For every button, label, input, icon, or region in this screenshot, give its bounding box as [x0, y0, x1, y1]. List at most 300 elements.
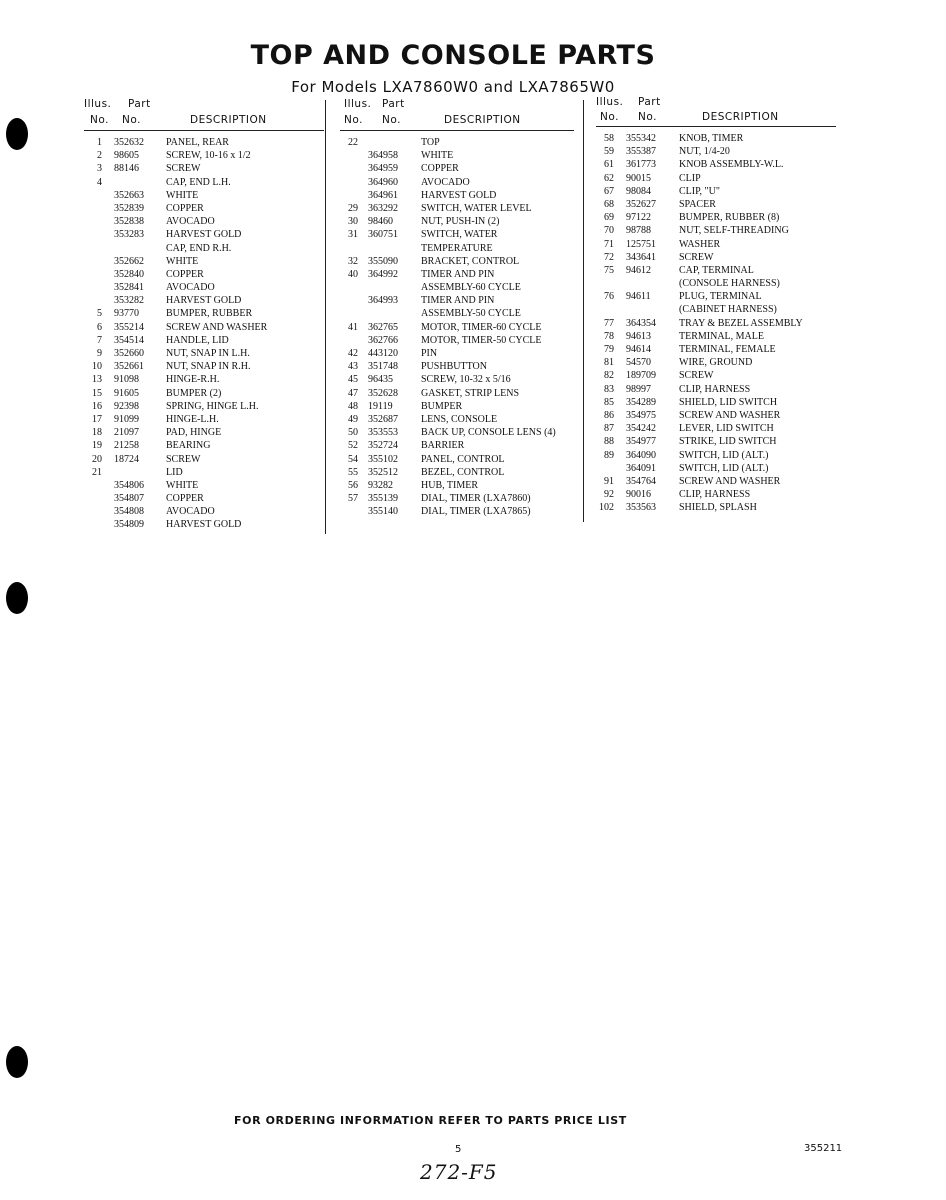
- illus-number: 2: [97, 150, 102, 162]
- part-description: HARVEST GOLD: [421, 189, 497, 201]
- part-description: PUSHBUTTON: [421, 361, 487, 373]
- part-number: 96435: [368, 374, 393, 386]
- parts-row: [340, 506, 578, 519]
- part-number: 54570: [626, 357, 651, 369]
- part-description: WHITE: [166, 255, 199, 267]
- part-number: 355090: [368, 255, 398, 267]
- part-description: TEMPERATURE: [421, 242, 493, 254]
- part-number: 94612: [626, 264, 651, 276]
- part-number: 98788: [626, 225, 651, 237]
- parts-row: [596, 489, 842, 502]
- parts-row: [84, 308, 324, 321]
- part-number: 353553: [368, 427, 398, 439]
- parts-row: [340, 137, 578, 150]
- page-title: TOP AND CONSOLE PARTS: [250, 40, 656, 71]
- part-number: 353283: [114, 229, 144, 241]
- part-number: 352840: [114, 268, 144, 280]
- part-description: HANDLE, LID: [166, 334, 229, 346]
- part-number: 364959: [368, 163, 398, 175]
- part-description: AVOCADO: [421, 176, 470, 188]
- parts-row: [596, 225, 842, 238]
- part-number: 354289: [626, 396, 656, 408]
- illus-number: 17: [92, 413, 102, 425]
- part-number: 352663: [114, 189, 144, 201]
- part-number: 91605: [114, 387, 139, 399]
- parts-row: [596, 291, 842, 304]
- part-description: KNOB, TIMER: [679, 133, 744, 144]
- part-header-bottom: No.: [638, 111, 657, 123]
- parts-row: [340, 150, 578, 163]
- part-number: 362766: [368, 334, 398, 346]
- part-number: 360751: [368, 229, 398, 241]
- part-description: GASKET, STRIP LENS: [421, 387, 520, 399]
- part-description: (CABINET HARNESS): [679, 304, 777, 316]
- illus-number: 52: [348, 440, 358, 452]
- parts-row: [596, 450, 842, 463]
- part-description: MOTOR, TIMER-50 CYCLE: [421, 334, 542, 346]
- part-number: 364960: [368, 176, 398, 188]
- ordering-info-footer: FOR ORDERING INFORMATION REFER TO PARTS PRICE LIST: [234, 1114, 627, 1127]
- part-number: 354806: [114, 479, 144, 491]
- parts-row: [596, 318, 842, 331]
- part-number: 364091: [626, 462, 656, 474]
- parts-row: [596, 239, 842, 252]
- part-number: 98084: [626, 185, 651, 197]
- parts-row: [340, 440, 578, 453]
- part-description: PAD, HINGE: [166, 427, 222, 439]
- parts-row: [340, 374, 578, 387]
- part-number: 363292: [368, 202, 398, 214]
- part-number: 94611: [626, 291, 651, 303]
- parts-row: [596, 370, 842, 383]
- illus-number: 72: [604, 251, 614, 263]
- part-number: 90015: [626, 172, 651, 184]
- part-description: NUT, 1/4-20: [679, 146, 730, 158]
- part-description: SCREW: [166, 453, 201, 465]
- illus-number: 19: [92, 440, 102, 452]
- illus-number: 18: [92, 427, 102, 439]
- parts-row: [596, 344, 842, 357]
- part-number: 125751: [626, 238, 656, 250]
- part-number: 21258: [114, 440, 139, 452]
- illus-number: 89: [604, 449, 614, 461]
- part-number: 355342: [626, 133, 656, 144]
- part-number: 352632: [114, 137, 144, 148]
- part-description: SCREW, 10-32 x 5/16: [421, 374, 511, 386]
- parts-list: [596, 127, 842, 515]
- column-header: [84, 96, 324, 131]
- illus-number: 71: [604, 238, 614, 250]
- illus-header-bottom: No.: [600, 111, 619, 123]
- description-header: DESCRIPTION: [444, 114, 521, 126]
- binder-hole-bottom: [6, 1046, 28, 1078]
- parts-row: [596, 463, 842, 476]
- part-description: SWITCH, WATER LEVEL: [421, 202, 532, 214]
- part-description: SCREW, 10-16 x 1/2: [166, 150, 251, 162]
- part-description: CLIP, HARNESS: [679, 383, 751, 395]
- part-number: 352661: [114, 361, 144, 373]
- part-description: BUMPER, RUBBER: [166, 308, 253, 320]
- part-number: 354977: [626, 436, 656, 448]
- illus-number: 59: [604, 146, 614, 158]
- part-description: COPPER: [166, 202, 204, 214]
- parts-row: [84, 137, 324, 150]
- illus-number: 40: [348, 268, 358, 280]
- part-description: BEARING: [166, 440, 211, 452]
- description-header: DESCRIPTION: [702, 111, 779, 123]
- parts-row: [596, 502, 842, 515]
- illus-number: 45: [348, 374, 358, 386]
- illus-number: 1: [97, 137, 102, 148]
- illus-number: 76: [604, 291, 614, 303]
- part-description: PLUG, TERMINAL: [679, 291, 762, 303]
- part-number: 354514: [114, 334, 144, 346]
- part-number: 352841: [114, 282, 144, 294]
- parts-row: [84, 216, 324, 229]
- part-description: HARVEST GOLD: [166, 229, 242, 241]
- part-description: (CONSOLE HARNESS): [679, 278, 780, 290]
- part-description: BRACKET, CONTROL: [421, 255, 520, 267]
- illus-number: 77: [604, 317, 614, 329]
- part-description: TRAY & BEZEL ASSEMBLY: [679, 317, 803, 329]
- part-number: 364958: [368, 150, 398, 162]
- illus-number: 29: [348, 202, 358, 214]
- part-number: 355140: [368, 506, 398, 518]
- parts-column-3: [596, 96, 842, 515]
- part-number: 98997: [626, 383, 651, 395]
- part-description: CAP, END L.H.: [166, 176, 231, 188]
- part-number: 352724: [368, 440, 398, 452]
- part-number: 91098: [114, 374, 139, 386]
- column-divider-2: [583, 100, 584, 522]
- parts-row: [596, 397, 842, 410]
- illus-number: 56: [348, 479, 358, 491]
- part-description: TERMINAL, MALE: [679, 330, 764, 342]
- part-header-top: Part: [638, 96, 661, 108]
- part-number: 354809: [114, 519, 144, 531]
- part-number: 92398: [114, 400, 139, 412]
- parts-row: [84, 229, 324, 242]
- illus-number: 102: [599, 502, 614, 514]
- illus-number: 21: [92, 466, 102, 478]
- parts-row: [340, 401, 578, 414]
- parts-row: [596, 159, 842, 172]
- part-description: TIMER AND PIN: [421, 268, 495, 280]
- part-description: AVOCADO: [166, 506, 215, 518]
- illus-number: 81: [604, 357, 614, 369]
- parts-column-2: [340, 96, 578, 519]
- part-description: CAP, END R.H.: [166, 242, 232, 254]
- part-number: 355387: [626, 146, 656, 158]
- illus-number: 47: [348, 387, 358, 399]
- parts-row: [340, 361, 578, 374]
- part-number: 21097: [114, 427, 139, 439]
- column-header: [596, 96, 836, 127]
- illus-header-bottom: No.: [344, 114, 363, 126]
- illus-number: 43: [348, 361, 358, 373]
- illus-number: 69: [604, 212, 614, 224]
- parts-row: [84, 480, 324, 493]
- illus-number: 32: [348, 255, 358, 267]
- description-header: DESCRIPTION: [190, 114, 267, 126]
- part-description: TOP: [421, 137, 440, 148]
- part-number: 352660: [114, 348, 144, 359]
- parts-row: [340, 427, 578, 440]
- parts-row: [340, 454, 578, 467]
- part-description: BARRIER: [421, 440, 465, 452]
- parts-row: [84, 467, 324, 480]
- part-description: SHIELD, LID SWITCH: [679, 396, 778, 408]
- illus-number: 61: [604, 159, 614, 171]
- illus-number: 31: [348, 229, 358, 241]
- part-number: 343641: [626, 251, 656, 263]
- parts-row: [84, 361, 324, 374]
- illus-header-top: Illus.: [596, 96, 624, 108]
- illus-number: 87: [604, 423, 614, 435]
- part-number: 93282: [368, 479, 393, 491]
- illus-number: 68: [604, 198, 614, 210]
- parts-row: [84, 348, 324, 361]
- parts-row: [596, 476, 842, 489]
- parts-row: [596, 252, 842, 265]
- parts-row: [340, 256, 578, 269]
- part-number: 94614: [626, 344, 651, 355]
- parts-row: [84, 427, 324, 440]
- parts-row: [340, 308, 578, 321]
- parts-row: [596, 133, 842, 146]
- parts-row: [340, 177, 578, 190]
- part-description: DIAL, TIMER (LXA7865): [421, 506, 531, 518]
- part-description: WIRE, GROUND: [679, 357, 753, 369]
- part-description: SWITCH, WATER: [421, 229, 498, 241]
- parts-row: [340, 322, 578, 335]
- part-description: AVOCADO: [166, 216, 215, 228]
- illus-number: 86: [604, 409, 614, 421]
- column-header: [340, 96, 574, 131]
- part-description: SCREW AND WASHER: [679, 475, 781, 487]
- illus-number: 30: [348, 216, 358, 228]
- illus-number: 62: [604, 172, 614, 184]
- part-number: 355214: [114, 321, 144, 333]
- part-description: HUB, TIMER: [421, 479, 479, 491]
- illus-number: 54: [348, 453, 358, 465]
- illus-number: 55: [348, 466, 358, 478]
- illus-number: 85: [604, 396, 614, 408]
- parts-row: [84, 243, 324, 256]
- part-description: SPACER: [679, 198, 716, 210]
- illus-number: 57: [348, 493, 358, 505]
- parts-row: [596, 410, 842, 423]
- part-description: SWITCH, LID (ALT.): [679, 462, 769, 474]
- part-description: NUT, PUSH-IN (2): [421, 216, 500, 228]
- part-number: 90016: [626, 489, 651, 501]
- part-description: HINGE-L.H.: [166, 413, 219, 425]
- part-description: PANEL, CONTROL: [421, 453, 505, 465]
- parts-row: [340, 480, 578, 493]
- part-description: BACK UP, CONSOLE LENS (4): [421, 427, 556, 439]
- document-number: 355211: [804, 1143, 843, 1154]
- part-number: 354807: [114, 493, 144, 505]
- part-description: COPPER: [421, 163, 459, 175]
- part-number: 189709: [626, 370, 656, 382]
- part-number: 352627: [626, 198, 656, 210]
- part-description: BUMPER (2): [166, 387, 222, 399]
- part-description: ASSEMBLY-50 CYCLE: [421, 308, 521, 320]
- parts-row: [340, 216, 578, 229]
- part-number: 88146: [114, 163, 139, 175]
- part-description: SCREW AND WASHER: [679, 409, 781, 421]
- illus-number: 5: [97, 308, 102, 320]
- parts-row: [340, 229, 578, 242]
- parts-row: [596, 357, 842, 370]
- binder-hole-middle: [6, 582, 28, 614]
- part-description: SHIELD, SPLASH: [679, 502, 757, 514]
- part-description: MOTOR, TIMER-60 CYCLE: [421, 321, 542, 333]
- parts-row: [596, 423, 842, 436]
- parts-row: [596, 186, 842, 199]
- parts-row: [340, 163, 578, 176]
- part-description: CLIP: [679, 172, 701, 184]
- parts-row: [84, 203, 324, 216]
- part-number: 354975: [626, 409, 656, 421]
- column-divider-1: [325, 100, 326, 534]
- part-description: CAP, TERMINAL: [679, 264, 754, 276]
- part-number: 443120: [368, 348, 398, 359]
- illus-number: 91: [604, 475, 614, 487]
- part-description: PANEL, REAR: [166, 137, 229, 148]
- part-description: ASSEMBLY-60 CYCLE: [421, 282, 521, 294]
- illus-number: 9: [97, 348, 102, 359]
- part-number: 94613: [626, 330, 651, 342]
- parts-row: [596, 265, 842, 278]
- part-description: HINGE-R.H.: [166, 374, 220, 386]
- parts-row: [84, 269, 324, 282]
- illus-number: 82: [604, 370, 614, 382]
- illus-number: 58: [604, 133, 614, 144]
- part-number: 98460: [368, 216, 393, 228]
- part-number: 354242: [626, 423, 656, 435]
- parts-row: [84, 374, 324, 387]
- parts-row: [84, 454, 324, 467]
- part-number: 352687: [368, 413, 398, 425]
- parts-list: [84, 131, 324, 533]
- part-header-top: Part: [128, 98, 151, 110]
- page-subtitle: For Models LXA7860W0 and LXA7865W0: [291, 78, 615, 96]
- illus-number: 78: [604, 330, 614, 342]
- part-header-top: Part: [382, 98, 405, 110]
- parts-row: [596, 304, 842, 317]
- illus-number: 75: [604, 264, 614, 276]
- parts-row: [340, 467, 578, 480]
- page-number: 5: [455, 1144, 462, 1155]
- part-number: 364961: [368, 189, 398, 201]
- parts-row: [596, 384, 842, 397]
- illus-number: 70: [604, 225, 614, 237]
- parts-row: [340, 203, 578, 216]
- part-header-bottom: No.: [382, 114, 401, 126]
- illus-number: 49: [348, 413, 358, 425]
- binder-hole-top: [6, 118, 28, 150]
- parts-row: [84, 493, 324, 506]
- part-description: STRIKE, LID SWITCH: [679, 436, 777, 448]
- part-number: 355102: [368, 453, 398, 465]
- parts-row: [84, 388, 324, 401]
- part-description: NUT, SNAP IN L.H.: [166, 348, 250, 359]
- part-number: 364993: [368, 295, 398, 307]
- part-number: 98605: [114, 150, 139, 162]
- part-description: SCREW AND WASHER: [166, 321, 268, 333]
- parts-row: [596, 278, 842, 291]
- parts-row: [340, 493, 578, 506]
- parts-row: [84, 190, 324, 203]
- parts-row: [340, 282, 578, 295]
- part-number: 352512: [368, 466, 398, 478]
- parts-row: [84, 282, 324, 295]
- parts-row: [340, 243, 578, 256]
- part-number: 364354: [626, 317, 656, 329]
- part-description: WASHER: [679, 238, 721, 250]
- part-number: 362765: [368, 321, 398, 333]
- parts-row: [84, 506, 324, 519]
- parts-row: [596, 146, 842, 159]
- part-number: 364090: [626, 449, 656, 461]
- illus-number: 22: [348, 137, 358, 148]
- illus-number: 13: [92, 374, 102, 386]
- part-description: SCREW: [166, 163, 201, 175]
- parts-column-1: [84, 96, 324, 533]
- illus-number: 6: [97, 321, 102, 333]
- part-description: HARVEST GOLD: [166, 295, 242, 307]
- part-number: 354764: [626, 475, 656, 487]
- illus-number: 20: [92, 453, 102, 465]
- parts-row: [84, 163, 324, 176]
- illus-number: 50: [348, 427, 358, 439]
- part-number: 351748: [368, 361, 398, 373]
- illus-number: 41: [348, 321, 358, 333]
- parts-row: [340, 335, 578, 348]
- part-description: SCREW: [679, 251, 714, 263]
- parts-row: [596, 212, 842, 225]
- illus-header-bottom: No.: [90, 114, 109, 126]
- part-description: BUMPER, RUBBER (8): [679, 212, 780, 224]
- parts-row: [84, 177, 324, 190]
- part-description: LID: [166, 466, 183, 478]
- illus-header-top: Illus.: [84, 98, 112, 110]
- part-description: WHITE: [421, 150, 454, 162]
- handwritten-note: 272-F5: [420, 1160, 498, 1184]
- parts-row: [84, 519, 324, 532]
- part-description: CLIP, "U": [679, 185, 720, 197]
- part-description: LENS, CONSOLE: [421, 413, 498, 425]
- parts-row: [340, 190, 578, 203]
- illus-number: 67: [604, 185, 614, 197]
- part-number: 353282: [114, 295, 144, 307]
- parts-row: [84, 414, 324, 427]
- part-description: SPRING, HINGE L.H.: [166, 400, 259, 412]
- part-number: 93770: [114, 308, 139, 320]
- parts-row: [596, 436, 842, 449]
- part-description: BUMPER: [421, 400, 463, 412]
- part-description: COPPER: [166, 268, 204, 280]
- part-description: BEZEL, CONTROL: [421, 466, 505, 478]
- part-description: DIAL, TIMER (LXA7860): [421, 493, 531, 505]
- part-description: KNOB ASSEMBLY-W.L.: [679, 159, 784, 171]
- part-description: WHITE: [166, 189, 199, 201]
- illus-number: 88: [604, 436, 614, 448]
- parts-row: [596, 331, 842, 344]
- illus-number: 79: [604, 344, 614, 355]
- illus-number: 42: [348, 348, 358, 359]
